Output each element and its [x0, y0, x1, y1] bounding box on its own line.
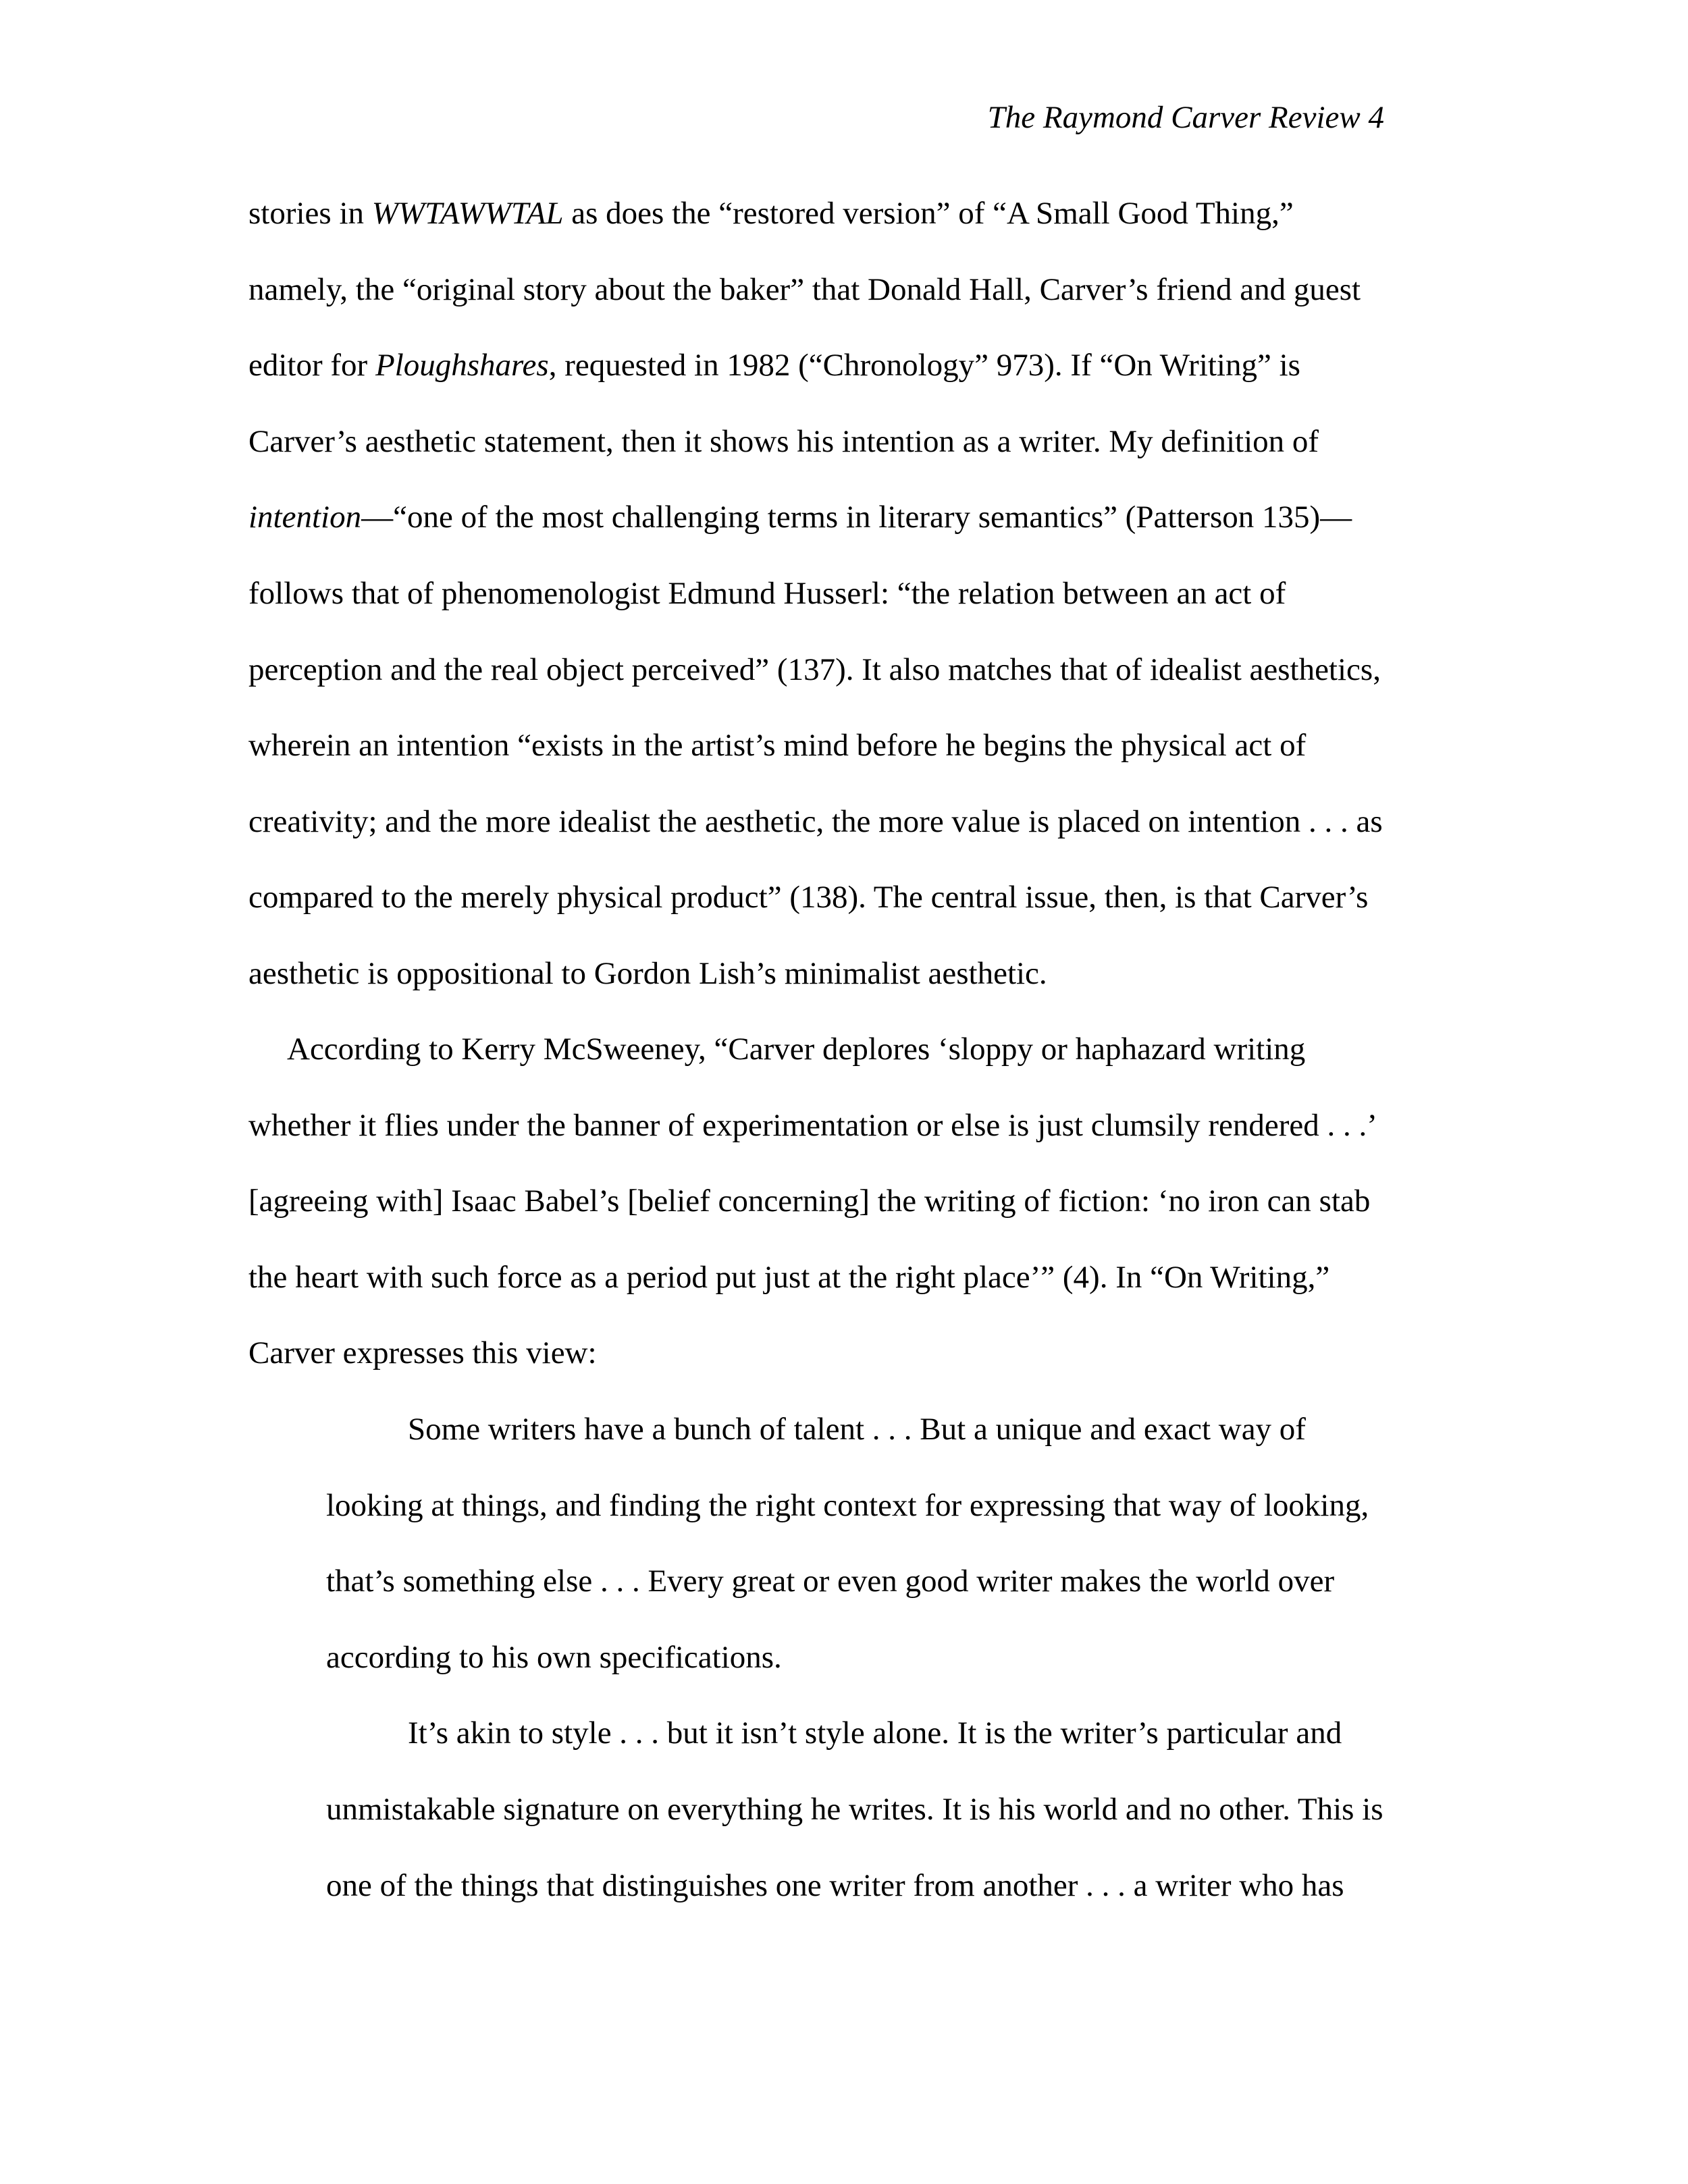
quote-line: It’s akin to style . . . but it isn’t style alone. It is the writer’s particular and: [408, 1715, 1342, 1751]
block-quote: [326, 1391, 1447, 1923]
text-line: aesthetic is oppositional to Gordon Lish’s minimalist aesthetic.: [248, 955, 1047, 991]
term-intention: intention: [248, 500, 362, 535]
text-line: Carver’s aesthetic statement, then it shows his intention as a writer. My definition of: [248, 423, 1319, 459]
paragraph-1: [248, 176, 1450, 1012]
text-line: wherein an intention “exists in the artist’s mind before he begins the physical act of: [248, 728, 1307, 764]
quote-line: Some writers have a bunch of talent . . . But a unique and exact way of: [408, 1412, 1306, 1447]
text-line: follows that of phenomenologist Edmund Husserl: “the relation between an act of: [248, 575, 1286, 611]
text-line: intention—“one of the most challenging terms in literary semantics” (Patterson 135)—: [248, 500, 1352, 535]
book-title-abbrev: WWTAWWTAL: [371, 196, 564, 231]
page-number: 4: [1368, 100, 1384, 135]
text-line: stories in WWTAWWTAL as does the “restored version” of “A Small Good Thing,”: [248, 196, 1294, 231]
journal-name: Ploughshares: [375, 348, 549, 383]
journal-title: The Raymond Carver Review: [987, 100, 1361, 135]
text-line: the heart with such force as a period put just at the right place’” (4). In “On Writing,”: [248, 1259, 1330, 1295]
text-line: [agreeing with] Isaac Babel’s [belief concerning] the writing of fiction: ‘no iron can stab: [248, 1183, 1371, 1219]
text-line: whether it flies under the banner of experimentation or else is just clumsily rendered . . .’: [248, 1107, 1377, 1143]
paragraph-2: [248, 1011, 1450, 1391]
quote-line: looking at things, and finding the right context for expressing that way of looking,: [326, 1487, 1369, 1523]
text-line: editor for Ploughshares, requested in 1982 (“Chronology” 973). If “On Writing” is: [248, 348, 1300, 383]
text-line: compared to the merely physical product” (138). The central issue, then, is that Carver’s: [248, 880, 1369, 915]
text-line: creativity; and the more idealist the aesthetic, the more value is placed on intention . . . as: [248, 803, 1383, 839]
text-line: perception and the real object perceived” (137). It also matches that of idealist aesthetics,: [248, 651, 1381, 687]
quote-line: one of the things that distinguishes one writer from another . . . a writer who has: [326, 1867, 1344, 1903]
text-line: namely, the “original story about the baker” that Donald Hall, Carver’s friend and guest: [248, 271, 1361, 307]
text-line: According to Kerry McSweeney, “Carver deplores ‘sloppy or haphazard writing: [287, 1032, 1306, 1067]
quote-line: according to his own specifications.: [326, 1639, 782, 1675]
quote-line: that’s something else . . . Every great or even good writer makes the world over: [326, 1564, 1335, 1599]
text-line: Carver expresses this view:: [248, 1335, 597, 1371]
quote-line: unmistakable signature on everything he writes. It is his world and no other. This is: [326, 1791, 1383, 1827]
running-header: [988, 97, 1384, 138]
